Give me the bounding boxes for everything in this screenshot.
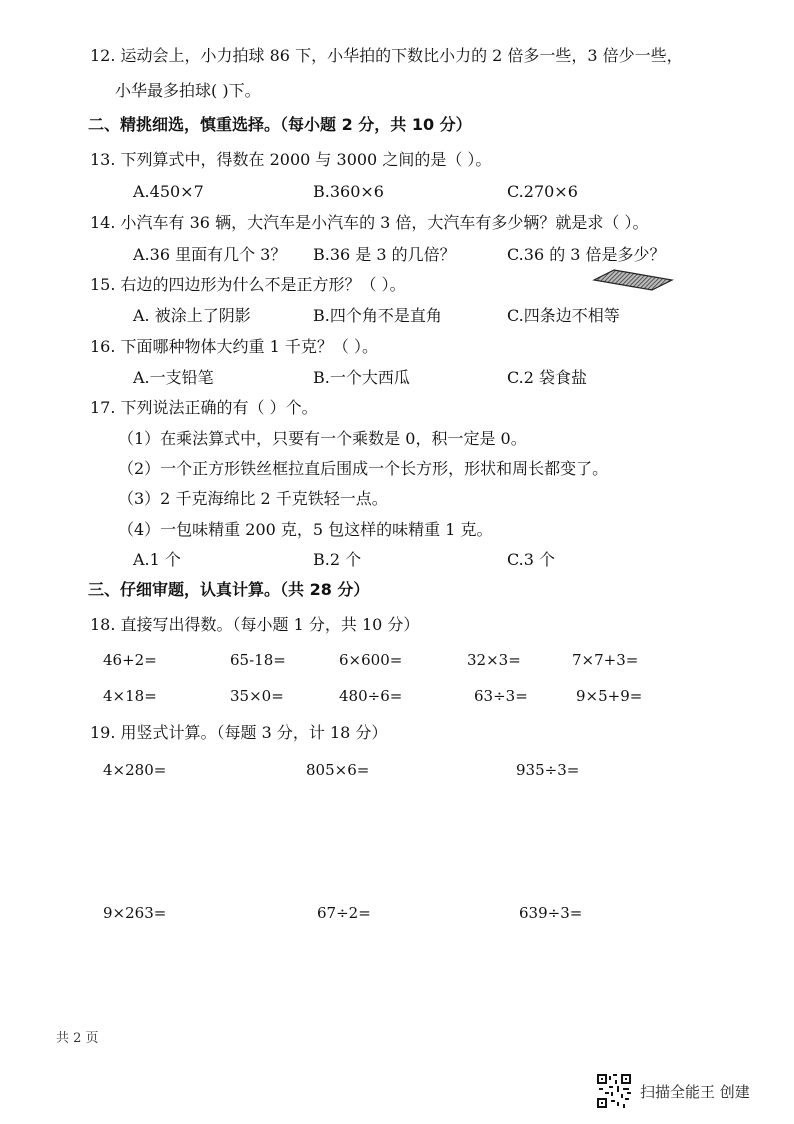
q19-r2-c1: 9×263= [103,904,167,922]
q19-r2-c2: 67÷2= [317,904,371,922]
q19-r1-c1: 4×280= [103,761,167,779]
q12-line1: 12. 运动会上，小力拍球 86 下，小华拍的下数比小力的 2 倍多一些，3 倍少一些， [90,46,683,65]
q13-option-b: B.360×6 [313,182,384,201]
section2-title: 二、精挑细选，慎重选择。（每小题 2 分，共 10 分） [88,115,472,134]
q18-r2-c2: 35×0= [230,687,284,705]
q16-stem: 16. 下面哪种物体大约重 1 千克？（ ）。 [90,337,378,356]
q14-option-b: B.36 是 3 的几倍？ [313,245,456,264]
q19-stem: 19. 用竖式计算。（每题 3 分，计 18 分） [90,723,388,742]
scanner-watermark: 扫描全能王 创建 [640,1083,750,1101]
qr-code-icon [597,1074,631,1108]
q17-statement-2: （2）一个正方形铁丝框拉直后围成一个长方形，形状和周长都变了。 [118,459,609,478]
q19-r2-c3: 639÷3= [519,904,583,922]
q17-statement-4: （4）一包味精重 200 克，5 包这样的味精重 1 克。 [118,520,493,539]
q19-r1-c2: 805×6= [306,761,370,779]
q18-r2-c1: 4×18= [103,687,157,705]
shaded-rhombus-figure [592,268,674,292]
q15-option-c: C.四条边不相等 [507,306,620,325]
q18-r1-c1: 46+2= [103,651,157,669]
q18-r2-c4: 63÷3= [474,687,528,705]
q14-option-c: C.36 的 3 倍是多少？ [507,245,666,264]
q17-option-a: A.1 个 [133,550,181,569]
q18-stem: 18. 直接写出得数。（每小题 1 分，共 10 分） [90,615,420,634]
q16-option-a: A.一支铅笔 [133,368,214,387]
q13-option-a: A.450×7 [133,182,204,201]
page-footer: 共 2 页 [56,1031,99,1046]
q17-statement-3: （3）2 千克海绵比 2 千克铁轻一点。 [118,489,388,508]
q17-stem: 17. 下列说法正确的有（ ）个。 [90,398,318,417]
q16-option-b: B.一个大西瓜 [313,368,410,387]
q15-option-a: A. 被涂上了阴影 [133,306,251,325]
q14-stem: 14. 小汽车有 36 辆，大汽车是小汽车的 3 倍，大汽车有多少辆？就是求（ ）。 [90,213,649,232]
q18-r2-c5: 9×5+9= [576,687,643,705]
q15-option-b: B.四个角不是直角 [313,306,442,325]
q16-option-c: C.2 袋食盐 [507,368,588,387]
q12-line2: 小华最多拍球( )下。 [115,81,261,100]
q17-statement-1: （1）在乘法算式中，只要有一个乘数是 0，积一定是 0。 [118,429,527,448]
q18-r1-c3: 6×600= [339,651,403,669]
q17-option-b: B.2 个 [313,550,362,569]
q18-r2-c3: 480÷6= [339,687,403,705]
q19-r1-c3: 935÷3= [516,761,580,779]
section3-title: 三、仔细审题，认真计算。（共 28 分） [88,580,370,599]
q15-stem: 15. 右边的四边形为什么不是正方形？（ ）。 [90,275,406,294]
q18-r1-c4: 32×3= [467,651,521,669]
q13-option-c: C.270×6 [507,182,578,201]
q18-r1-c5: 7×7+3= [572,651,639,669]
q13-stem: 13. 下列算式中，得数在 2000 与 3000 之间的是（ ）。 [90,150,492,169]
q14-option-a: A.36 里面有几个 3？ [133,245,287,264]
q17-option-c: C.3 个 [507,550,556,569]
q18-r1-c2: 65-18= [230,651,286,669]
